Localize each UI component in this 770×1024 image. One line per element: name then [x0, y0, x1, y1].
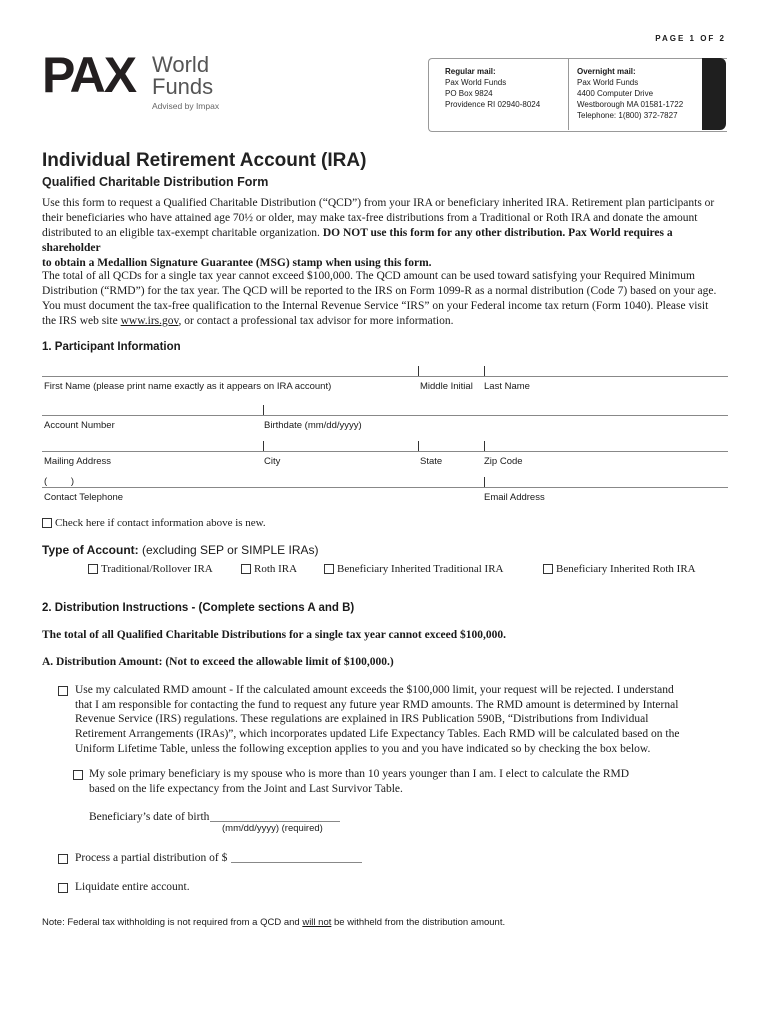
section1-heading: 1. Participant Information: [42, 341, 181, 353]
logo-pax-text: PAX: [42, 47, 136, 103]
overnight-mail-line: Pax World Funds: [577, 78, 639, 87]
intro-line: their beneficiaries who have attained age 70½ or older, may make tax-free distributions from a Traditional or Roth IRA and donate the amount: [42, 212, 698, 224]
intro-paragraph: [42, 196, 728, 271]
total-line: [42, 314, 728, 329]
rmd-line: Revenue Service (IRS) regulations. These regulations are explained in IRS Publication 590B, “Distributions from Individual: [75, 713, 649, 726]
account-option[interactable]: [543, 563, 696, 575]
total-line: You must document the tax-free qualification to the Internal Revenue Service “IRS” on your Federal income tax return (Form 1040). Please visit: [42, 300, 709, 312]
mailing-box-divider: [568, 58, 569, 130]
regular-mail-line: PO Box 9824: [445, 89, 493, 98]
rmd-checkbox[interactable]: [58, 686, 68, 696]
mailing-address-label: Mailing Address: [44, 456, 112, 467]
last-name-label: Last Name: [484, 381, 530, 392]
overnight-mail-line: Westborough MA 01581-1722: [577, 100, 684, 109]
rmd-line: that I am responsible for contacting the fund to request any future year RMD amounts. The RMD amount is determined by Internal: [75, 698, 679, 711]
overnight-mail-title: Overnight mail:: [577, 67, 636, 76]
overnight-mail-block: [577, 66, 683, 121]
field-divider: [484, 441, 485, 451]
new-contact-label: Check here if contact information above is new.: [55, 517, 266, 529]
field-divider: [484, 477, 485, 487]
total-line: The total of all QCDs for a single tax year cannot exceed $100,000. The QCD amount can be used toward satisfying your Required Minimum: [42, 270, 695, 282]
rmd-option-text: [75, 683, 735, 757]
partial-distribution-checkbox[interactable]: [58, 854, 68, 864]
first-name-label: First Name (please print name exactly as it appears on IRA account): [44, 381, 332, 392]
note-underlined-text: will not: [302, 917, 332, 928]
contact-line[interactable]: [42, 487, 728, 488]
page-number: PAGE 1 OF 2: [655, 34, 726, 43]
intro-text: distributed to an eligible tax-exempt charitable organization.: [42, 227, 323, 239]
account-option-label: Roth IRA: [254, 563, 298, 575]
total-line: Distribution (“RMD”) for the tax year. The QCD will be reported to the IRS on Form 1099-R as a normal distribution (Code 7) based on your age.: [42, 285, 717, 297]
spouse-line: My sole primary beneficiary is my spouse who is more than 10 years younger than I am. I elect to calculate the RMD: [89, 768, 630, 780]
irs-link[interactable]: www.irs.gov: [120, 315, 179, 327]
section2-heading: 2. Distribution Instructions - (Complete sections A and B): [42, 602, 355, 614]
form-title: Individual Retirement Account (IRA): [42, 150, 367, 171]
account-option[interactable]: [88, 563, 213, 575]
regular-mail-block: [445, 66, 540, 110]
total-text: , or contact a professional tax advisor for more information.: [178, 315, 454, 327]
regular-mail-line: Pax World Funds: [445, 78, 507, 87]
form-subtitle: Qualified Charitable Distribution Form: [42, 175, 269, 189]
account-option-checkbox[interactable]: [324, 564, 334, 574]
intro-line: [42, 226, 728, 256]
account-option-checkbox[interactable]: [241, 564, 251, 574]
rmd-line: Uniform Lifetime Table, unless the following exception applies to you and you have indicated so by checking the box below.: [75, 742, 651, 755]
phone-area-code: ( ): [44, 476, 75, 487]
regular-mail-line: Providence RI 02940-8024: [445, 100, 541, 109]
new-contact-checkbox[interactable]: [42, 518, 52, 528]
overnight-mail-line: 4400 Computer Drive: [577, 89, 654, 98]
partial-distribution-label: Process a partial distribution of $: [75, 852, 228, 864]
liquidate-label: Liquidate entire account.: [75, 881, 190, 893]
field-divider: [263, 441, 264, 451]
email-address-label: Email Address: [484, 492, 545, 503]
partial-amount-line[interactable]: [231, 862, 362, 863]
field-divider: [484, 366, 485, 376]
state-label: State: [420, 456, 443, 467]
beneficiary-dob-label: Beneficiary’s date of birth: [89, 811, 210, 823]
liquidate-checkbox[interactable]: [58, 883, 68, 893]
rmd-line: Retirement Arrangements (IRAs)”, which incorporates updated Life Expectancy Tables. Each RMD will be calculated based on the: [75, 728, 680, 741]
account-option-checkbox[interactable]: [543, 564, 553, 574]
account-option[interactable]: [241, 563, 297, 575]
middle-initial-label: Middle Initial: [420, 381, 473, 392]
logo-world-text: World: [152, 52, 210, 77]
distribution-amount-heading: A. Distribution Amount: (Not to exceed the allowable limit of $100,000.): [42, 656, 394, 668]
intro-bold-text: to obtain a Medallion Signature Guarantee (MSG) stamp when using this form.: [42, 257, 432, 269]
mailing-box-tab: [702, 58, 726, 130]
address-line[interactable]: [42, 451, 728, 452]
intro-line: Use this form to request a Qualified Charitable Distribution (“QCD”) from your IRA or beneficiary inherited IRA. Retirement plan participants or: [42, 197, 715, 209]
birthdate-label: Birthdate (mm/dd/yyyy): [264, 420, 362, 431]
field-divider: [418, 366, 419, 376]
total-text: the IRS web site: [42, 315, 121, 327]
note-text: Note: Federal tax withholding is not required from a QCD and: [42, 917, 303, 928]
spouse-option-text: [89, 767, 729, 796]
withholding-note: [42, 917, 505, 928]
rmd-line: Use my calculated RMD amount - If the calculated amount exceeds the $100,000 limit, your request will be rejected. I understand: [75, 684, 674, 696]
spouse-checkbox[interactable]: [73, 770, 83, 780]
name-line[interactable]: [42, 376, 728, 377]
zip-code-label: Zip Code: [484, 456, 523, 467]
logo-funds-text: Funds: [152, 74, 214, 99]
beneficiary-dob-line[interactable]: [210, 821, 340, 822]
overnight-mail-telephone: Telephone: 1(800) 372-7827: [577, 111, 678, 120]
account-type-title: Type of Account:: [42, 543, 139, 557]
field-divider: [263, 405, 264, 415]
account-type-note: (excluding SEP or SIMPLE IRAs): [138, 543, 319, 557]
note-text: be withheld from the distribution amount.: [331, 917, 506, 928]
account-option-checkbox[interactable]: [88, 564, 98, 574]
spouse-line: based on the life expectancy from the Joint and Last Survivor Table.: [89, 782, 403, 795]
account-number-label: Account Number: [44, 420, 115, 431]
beneficiary-dob-hint: (mm/dd/yyyy) (required): [222, 823, 323, 834]
new-contact-checkbox-row[interactable]: [42, 517, 266, 529]
account-option-label: Beneficiary Inherited Roth IRA: [556, 563, 696, 575]
qcd-limit-paragraph: [42, 269, 728, 329]
account-line[interactable]: [42, 415, 728, 416]
account-type-heading: [42, 543, 319, 557]
city-label: City: [264, 456, 281, 467]
qcd-total-note: The total of all Qualified Charitable Distributions for a single tax year cannot exceed $100,000.: [42, 629, 507, 641]
account-option-label: Traditional/Rollover IRA: [101, 563, 213, 575]
intro-bold-text: DO NOT use this form for any other distribution. Pax World requires a shareholder: [42, 227, 673, 254]
account-option[interactable]: [324, 563, 504, 575]
account-option-label: Beneficiary Inherited Traditional IRA: [337, 563, 504, 575]
logo-advised-text: Advised by Impax: [152, 101, 220, 111]
contact-telephone-label: Contact Telephone: [44, 492, 124, 503]
regular-mail-title: Regular mail:: [445, 67, 496, 76]
field-divider: [418, 441, 419, 451]
